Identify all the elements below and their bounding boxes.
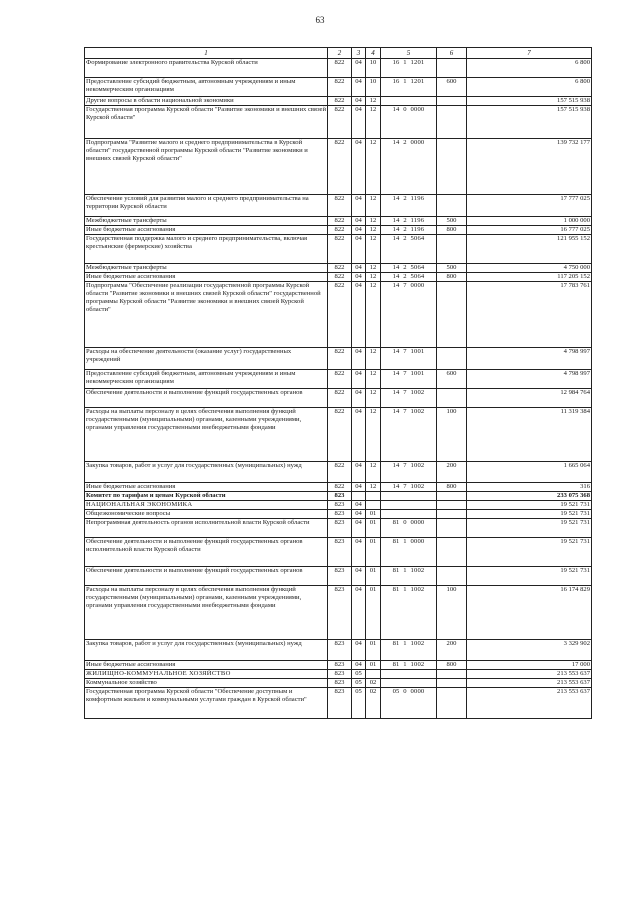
section-code-cell: 04 — [352, 97, 366, 106]
item-name-cell: ЖИЛИЩНО-КОММУНАЛЬНОЕ ХОЗЯЙСТВО — [85, 670, 328, 679]
table-row — [85, 483, 592, 492]
section-code-cell: 04 — [352, 501, 366, 510]
item-name-cell: Иные бюджетные ассигнования — [85, 661, 328, 670]
item-name-cell: Другие вопросы в области национальной экономики — [85, 97, 328, 106]
section-code-cell: 04 — [352, 106, 366, 139]
target-article-cell: 14 2 5064 — [381, 273, 437, 282]
amount-cell: 19 521 731 — [467, 519, 592, 538]
item-name-cell: Государственная программа Курской области "Развитие экономики и внешних связей Курской области" — [85, 106, 328, 139]
table-row — [85, 492, 592, 501]
section-code-cell: 04 — [352, 78, 366, 97]
target-article-cell: 16 1 1201 — [381, 78, 437, 97]
table-row — [85, 370, 592, 389]
table-row — [85, 97, 592, 106]
subsection-code-cell: 02 — [366, 688, 381, 719]
ministry-code-cell: 823 — [328, 586, 352, 640]
amount-cell: 1 665 064 — [467, 462, 592, 483]
header-cell-3: 3 — [352, 48, 366, 59]
subsection-code-cell: 12 — [366, 389, 381, 408]
ministry-code-cell: 823 — [328, 688, 352, 719]
section-code-cell: 04 — [352, 462, 366, 483]
item-name-cell: Обеспечение деятельности и выполнение функций государственных органов — [85, 389, 328, 408]
item-name-cell: НАЦИОНАЛЬНАЯ ЭКОНОМИКА — [85, 501, 328, 510]
table-row — [85, 670, 592, 679]
subsection-code-cell — [366, 670, 381, 679]
section-code-cell: 05 — [352, 679, 366, 688]
ministry-code-cell: 822 — [328, 217, 352, 226]
page-number: 63 — [315, 15, 325, 25]
ministry-code-cell: 822 — [328, 273, 352, 282]
target-article-cell — [381, 492, 437, 501]
amount-cell: 117 205 152 — [467, 273, 592, 282]
subsection-code-cell: 12 — [366, 217, 381, 226]
subsection-code-cell: 12 — [366, 462, 381, 483]
item-name-cell: Подпрограмма "Развитие малого и среднего предпринимательства в Курской области" государственной программы Курской области "Развитие экономики и внешних связей Курской области" — [85, 139, 328, 195]
target-article-cell — [381, 670, 437, 679]
header-cell-5: 5 — [381, 48, 437, 59]
section-code-cell: 04 — [352, 264, 366, 273]
item-name-cell: Предоставление субсидий бюджетным, автономным учреждениям и иным некоммерческим организациям — [85, 370, 328, 389]
item-name-cell: Иные бюджетные ассигнования — [85, 226, 328, 235]
expense-type-cell — [437, 501, 467, 510]
amount-cell: 4 750 000 — [467, 264, 592, 273]
amount-cell: 19 521 731 — [467, 567, 592, 586]
expense-type-cell — [437, 510, 467, 519]
subsection-code-cell: 01 — [366, 640, 381, 661]
expense-type-cell: 800 — [437, 273, 467, 282]
subsection-code-cell: 01 — [366, 510, 381, 519]
amount-cell: 4 798 997 — [467, 370, 592, 389]
table-row — [85, 679, 592, 688]
amount-cell: 213 553 637 — [467, 670, 592, 679]
target-article-cell: 14 7 1002 — [381, 389, 437, 408]
ministry-code-cell: 822 — [328, 106, 352, 139]
ministry-code-cell: 822 — [328, 348, 352, 370]
amount-cell: 12 984 764 — [467, 389, 592, 408]
amount-cell: 4 798 997 — [467, 348, 592, 370]
expense-type-cell — [437, 670, 467, 679]
target-article-cell — [381, 510, 437, 519]
amount-cell: 19 521 731 — [467, 501, 592, 510]
target-article-cell: 81 1 0000 — [381, 538, 437, 567]
item-name-cell: Общеэкономические вопросы — [85, 510, 328, 519]
ministry-code-cell: 822 — [328, 264, 352, 273]
target-article-cell: 81 1 1002 — [381, 586, 437, 640]
ministry-code-cell: 823 — [328, 640, 352, 661]
section-code-cell: 04 — [352, 195, 366, 217]
expense-type-cell — [437, 519, 467, 538]
amount-cell: 121 955 152 — [467, 235, 592, 264]
target-article-cell: 14 7 1002 — [381, 462, 437, 483]
table-row — [85, 462, 592, 483]
item-name-cell: Иные бюджетные ассигнования — [85, 483, 328, 492]
item-name-cell: Коммунальное хозяйство — [85, 679, 328, 688]
amount-cell: 17 777 025 — [467, 195, 592, 217]
amount-cell: 17 783 761 — [467, 282, 592, 348]
table-row — [85, 567, 592, 586]
ministry-code-cell: 822 — [328, 235, 352, 264]
table-row — [85, 106, 592, 139]
table-row — [85, 389, 592, 408]
amount-cell: 16 777 025 — [467, 226, 592, 235]
subsection-code-cell: 12 — [366, 264, 381, 273]
expense-type-cell — [437, 679, 467, 688]
target-article-cell: 14 7 1001 — [381, 370, 437, 389]
table-row — [85, 348, 592, 370]
ministry-code-cell: 822 — [328, 78, 352, 97]
section-code-cell: 05 — [352, 670, 366, 679]
subsection-code-cell: 12 — [366, 97, 381, 106]
table-row — [85, 510, 592, 519]
section-code-cell: 04 — [352, 273, 366, 282]
amount-cell: 19 521 731 — [467, 510, 592, 519]
ministry-code-cell: 822 — [328, 389, 352, 408]
expense-type-cell — [437, 235, 467, 264]
amount-cell: 16 174 829 — [467, 586, 592, 640]
subsection-code-cell: 12 — [366, 282, 381, 348]
subsection-code-cell: 10 — [366, 78, 381, 97]
table-row — [85, 273, 592, 282]
expense-type-cell — [437, 567, 467, 586]
ministry-code-cell: 823 — [328, 510, 352, 519]
header-cell-6: 6 — [437, 48, 467, 59]
ministry-code-cell: 823 — [328, 519, 352, 538]
section-code-cell — [352, 492, 366, 501]
item-name-cell: Предоставление субсидий бюджетным, автономным учреждениям и иным некоммерческим организациям — [85, 78, 328, 97]
subsection-code-cell: 01 — [366, 586, 381, 640]
expense-type-cell — [437, 139, 467, 195]
section-code-cell: 04 — [352, 217, 366, 226]
item-name-cell: Обеспечение деятельности и выполнение функций государственных органов исполнительной власти Курской области — [85, 538, 328, 567]
amount-cell: 139 732 177 — [467, 139, 592, 195]
amount-cell: 19 521 731 — [467, 538, 592, 567]
ministry-code-cell: 822 — [328, 226, 352, 235]
item-name-cell: Обеспечение деятельности и выполнение функций государственных органов — [85, 567, 328, 586]
table-row — [85, 235, 592, 264]
table-row — [85, 661, 592, 670]
expense-type-cell: 500 — [437, 217, 467, 226]
section-code-cell: 04 — [352, 519, 366, 538]
target-article-cell — [381, 501, 437, 510]
amount-cell: 213 553 637 — [467, 679, 592, 688]
ministry-code-cell: 822 — [328, 195, 352, 217]
expense-type-cell — [437, 688, 467, 719]
expense-type-cell — [437, 59, 467, 78]
target-article-cell: 81 1 1002 — [381, 640, 437, 661]
header-cell-1: 1 — [85, 48, 328, 59]
amount-cell: 6 800 — [467, 59, 592, 78]
ministry-code-cell: 823 — [328, 538, 352, 567]
table-row — [85, 282, 592, 348]
table-row — [85, 519, 592, 538]
table-body — [85, 59, 592, 719]
subsection-code-cell: 12 — [366, 106, 381, 139]
subsection-code-cell: 01 — [366, 538, 381, 567]
subsection-code-cell: 02 — [366, 679, 381, 688]
ministry-code-cell: 823 — [328, 501, 352, 510]
subsection-code-cell: 12 — [366, 408, 381, 462]
amount-cell: 1 000 000 — [467, 217, 592, 226]
subsection-code-cell: 12 — [366, 235, 381, 264]
table-row — [85, 501, 592, 510]
item-name-cell: Непрограммная деятельность органов исполнительной власти Курской области — [85, 519, 328, 538]
section-code-cell: 04 — [352, 538, 366, 567]
ministry-code-cell: 822 — [328, 139, 352, 195]
section-code-cell: 04 — [352, 139, 366, 195]
subsection-code-cell: 12 — [366, 139, 381, 195]
subsection-code-cell — [366, 492, 381, 501]
expense-type-cell: 100 — [437, 408, 467, 462]
ministry-code-cell: 822 — [328, 370, 352, 389]
item-name-cell: Расходы на обеспечение деятельности (оказание услуг) государственных учреждений — [85, 348, 328, 370]
subsection-code-cell: 12 — [366, 370, 381, 389]
item-name-cell: Закупка товаров, работ и услуг для государственных (муниципальных) нужд — [85, 462, 328, 483]
subsection-code-cell: 01 — [366, 567, 381, 586]
target-article-cell: 14 7 1002 — [381, 483, 437, 492]
amount-cell: 157 515 938 — [467, 97, 592, 106]
target-article-cell: 14 2 5064 — [381, 264, 437, 273]
item-name-cell: Межбюджетные трансферты — [85, 264, 328, 273]
amount-cell: 157 515 938 — [467, 106, 592, 139]
table-row — [85, 538, 592, 567]
target-article-cell: 14 2 1196 — [381, 226, 437, 235]
target-article-cell: 14 7 1002 — [381, 408, 437, 462]
item-name-cell: Межбюджетные трансферты — [85, 217, 328, 226]
section-code-cell: 04 — [352, 640, 366, 661]
item-name-cell: Формирование электронного правительства Курской области — [85, 59, 328, 78]
ministry-code-cell: 823 — [328, 492, 352, 501]
section-code-cell: 04 — [352, 661, 366, 670]
section-code-cell: 04 — [352, 567, 366, 586]
target-article-cell: 81 1 1002 — [381, 661, 437, 670]
amount-cell: 11 319 384 — [467, 408, 592, 462]
subsection-code-cell — [366, 501, 381, 510]
target-article-cell — [381, 679, 437, 688]
section-code-cell: 04 — [352, 282, 366, 348]
subsection-code-cell: 01 — [366, 661, 381, 670]
table-row — [85, 226, 592, 235]
expense-type-cell — [437, 106, 467, 139]
section-code-cell: 04 — [352, 370, 366, 389]
table-row — [85, 217, 592, 226]
amount-cell: 233 075 368 — [467, 492, 592, 501]
target-article-cell: 14 7 1001 — [381, 348, 437, 370]
expense-type-cell: 200 — [437, 640, 467, 661]
expense-type-cell: 800 — [437, 483, 467, 492]
ministry-code-cell: 822 — [328, 462, 352, 483]
expense-type-cell — [437, 282, 467, 348]
table-row — [85, 78, 592, 97]
section-code-cell: 04 — [352, 226, 366, 235]
expense-type-cell: 100 — [437, 586, 467, 640]
ministry-code-cell: 822 — [328, 483, 352, 492]
target-article-cell: 14 7 0000 — [381, 282, 437, 348]
item-name-cell: Подпрограмма "Обеспечение реализации государственной программы Курской области "Развитие экономики и внешних связей Курской области" государственной программы Курской области "Развитие экономики и внешних связей Курской области" — [85, 282, 328, 348]
target-article-cell: 14 2 1196 — [381, 195, 437, 217]
expense-type-cell — [437, 97, 467, 106]
ministry-code-cell: 823 — [328, 670, 352, 679]
table-row — [85, 59, 592, 78]
target-article-cell: 14 0 0000 — [381, 106, 437, 139]
expense-type-cell — [437, 348, 467, 370]
section-code-cell: 04 — [352, 348, 366, 370]
amount-cell: 17 000 — [467, 661, 592, 670]
target-article-cell: 14 2 1196 — [381, 217, 437, 226]
target-article-cell: 81 0 0000 — [381, 519, 437, 538]
subsection-code-cell: 01 — [366, 519, 381, 538]
ministry-code-cell: 823 — [328, 679, 352, 688]
expense-type-cell — [437, 389, 467, 408]
table-row — [85, 688, 592, 719]
amount-cell: 316 — [467, 483, 592, 492]
subsection-code-cell: 12 — [366, 195, 381, 217]
header-cell-7: 7 — [467, 48, 592, 59]
item-name-cell: Расходы на выплаты персоналу в целях обеспечения выполнения функций государственными (муниципальными) органами, казенными учреждениями, органами управления государственными внебюджетными фондами — [85, 408, 328, 462]
table-row — [85, 640, 592, 661]
ministry-code-cell: 822 — [328, 408, 352, 462]
expense-type-cell: 500 — [437, 264, 467, 273]
item-name-cell: Иные бюджетные ассигнования — [85, 273, 328, 282]
target-article-cell: 81 1 1002 — [381, 567, 437, 586]
table-row — [85, 139, 592, 195]
expense-type-cell: 200 — [437, 462, 467, 483]
section-code-cell: 05 — [352, 688, 366, 719]
target-article-cell — [381, 97, 437, 106]
target-article-cell: 05 0 0000 — [381, 688, 437, 719]
expense-type-cell — [437, 492, 467, 501]
section-code-cell: 04 — [352, 389, 366, 408]
item-name-cell: Комитет по тарифам и ценам Курской области — [85, 492, 328, 501]
section-code-cell: 04 — [352, 235, 366, 264]
ministry-code-cell: 822 — [328, 59, 352, 78]
expense-type-cell — [437, 195, 467, 217]
amount-cell: 213 553 637 — [467, 688, 592, 719]
target-article-cell: 14 2 0000 — [381, 139, 437, 195]
ministry-code-cell: 823 — [328, 567, 352, 586]
subsection-code-cell: 12 — [366, 348, 381, 370]
item-name-cell: Государственная поддержка малого и среднего предпринимательства, включая крестьянские (фермерские) хозяйства — [85, 235, 328, 264]
section-code-cell: 04 — [352, 59, 366, 78]
header-cell-2: 2 — [328, 48, 352, 59]
table-row — [85, 408, 592, 462]
expense-type-cell: 600 — [437, 78, 467, 97]
ministry-code-cell: 822 — [328, 97, 352, 106]
table-row — [85, 195, 592, 217]
target-article-cell: 16 1 1201 — [381, 59, 437, 78]
target-article-cell: 14 2 5064 — [381, 235, 437, 264]
amount-cell: 6 800 — [467, 78, 592, 97]
ministry-code-cell: 822 — [328, 282, 352, 348]
section-code-cell: 04 — [352, 483, 366, 492]
subsection-code-cell: 12 — [366, 273, 381, 282]
ministry-code-cell: 823 — [328, 661, 352, 670]
item-name-cell: Расходы на выплаты персоналу в целях обеспечения выполнения функций государственными (муниципальными) органами, казенными учреждениями, органами управления государственными внебюджетными фондами — [85, 586, 328, 640]
expense-type-cell: 800 — [437, 661, 467, 670]
table-row — [85, 264, 592, 273]
subsection-code-cell: 12 — [366, 483, 381, 492]
section-code-cell: 04 — [352, 408, 366, 462]
section-code-cell: 04 — [352, 586, 366, 640]
item-name-cell: Государственная программа Курской области "Обеспечение доступным и комфортным жильем и коммунальными услугами граждан в Курской области" — [85, 688, 328, 719]
header-cell-4: 4 — [366, 48, 381, 59]
expense-type-cell: 600 — [437, 370, 467, 389]
item-name-cell: Закупка товаров, работ и услуг для государственных (муниципальных) нужд — [85, 640, 328, 661]
expense-type-cell — [437, 538, 467, 567]
table-row — [85, 586, 592, 640]
budget-table — [84, 47, 592, 719]
header-row — [85, 48, 592, 59]
section-code-cell: 04 — [352, 510, 366, 519]
subsection-code-cell: 12 — [366, 226, 381, 235]
item-name-cell: Обеспечение условий для развития малого и среднего предпринимательства на территории Курской области — [85, 195, 328, 217]
expense-type-cell: 800 — [437, 226, 467, 235]
subsection-code-cell: 10 — [366, 59, 381, 78]
amount-cell: 3 329 902 — [467, 640, 592, 661]
